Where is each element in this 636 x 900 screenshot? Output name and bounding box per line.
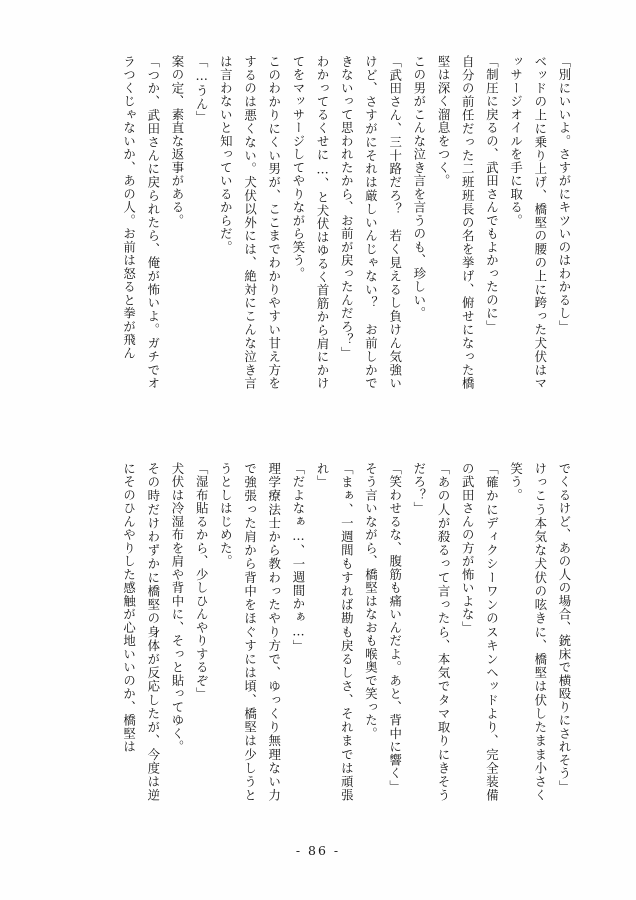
paragraph: 「まぁ、一週間もすれば勘も戻るしさ、それまでは頑張れ」 — [315, 462, 355, 802]
paragraph: 「確かにディクシーワンのスキンヘッドより、完全装備の武田さんの方が怖いよな」 — [460, 462, 500, 802]
paragraph: 「制圧に戻るの、武田さんでもよかったのに」 — [484, 55, 500, 334]
paragraph: この男がこんな泣き言を言うのも、珍しい。 — [411, 55, 427, 320]
paragraph: 「つか、武田さんに戻られたら、俺が怖いよ。ガチでオラつくじゃないか、あの人。お前は怒ると拳が飛ん — [121, 55, 161, 390]
paragraph: 案の定、素直な返事がある。 — [170, 55, 185, 228]
paragraph: わかってるくせに…、と犬伏はゆるく首筋から肩にかけてをマッサージしてやりながら笑う。 — [290, 55, 331, 390]
body-text-block-upper — [78, 55, 576, 390]
paragraph: けっこう本気な犬伏の呟きに、橋堅は伏したまま小さく笑う。 — [508, 462, 548, 802]
paragraph: そう言いながら、橋堅はなおも喉奥で笑った。 — [363, 462, 379, 741]
paragraph: 理学療法士から教わったやり方で、ゆっくり無理ない力で強張った肩から背中をほぐすには頃、橋堅は少しうとうとしはじめた。 — [218, 462, 282, 802]
page-number: - 86 - — [295, 843, 341, 858]
paragraph: ベッドの上に乗り上げ、橋堅の腰の上に跨った犬伏はマッサージオイルを手に取る。 — [508, 55, 548, 390]
paragraph: 犬伏は冷湿布を肩や背中に、そっと貼ってゆく。 — [170, 462, 185, 754]
paragraph: 「別にいいよ。さすがにキツいのはわかるし」 — [557, 55, 572, 334]
paragraph: 「湿布貼るから、少しひんやりするぞ」 — [194, 462, 210, 701]
paragraph: その時だけわずかに橋堅の身体が反応したが、今度は逆にそのひんやりした感触が心地いいのか、橋堅は — [121, 462, 161, 802]
page-number-footer — [0, 843, 636, 858]
paragraph: 「笑わせるな、腹筋も痛いんだよ。あと、背中に響く」 — [387, 462, 403, 794]
paragraph: このわかりにくい男が、ここまでわかりやすい甘え方をするのは悪くない。犬伏以外には、絶対にこんな泣き言は言わないと知っているからだ。 — [218, 55, 282, 390]
paragraph: 「だよなぁ…、一週間かぁ…」 — [290, 462, 306, 653]
paragraph: 「あの人が殺るって言ったら、本気でタマ取りにきそうだろ？」 — [411, 462, 452, 802]
paragraph: 「武田さん、三十路だろ？ 若く見えるし負けん気強いけど、さすがにそれは厳しいんじゃない？ お前しかできないって思われたから、お前が戻ったんだろ？」 — [339, 55, 403, 390]
paragraph: 「…うん」 — [194, 55, 210, 124]
paragraph: 自分の前任だった二班班長の名を挙げ、俯せになった橋堅は深く溜息をつく。 — [436, 55, 476, 390]
body-text-block-lower — [78, 462, 576, 802]
paragraph: でくるけど、あの人の場合、銃床で横殴りにされそう」 — [557, 462, 572, 794]
